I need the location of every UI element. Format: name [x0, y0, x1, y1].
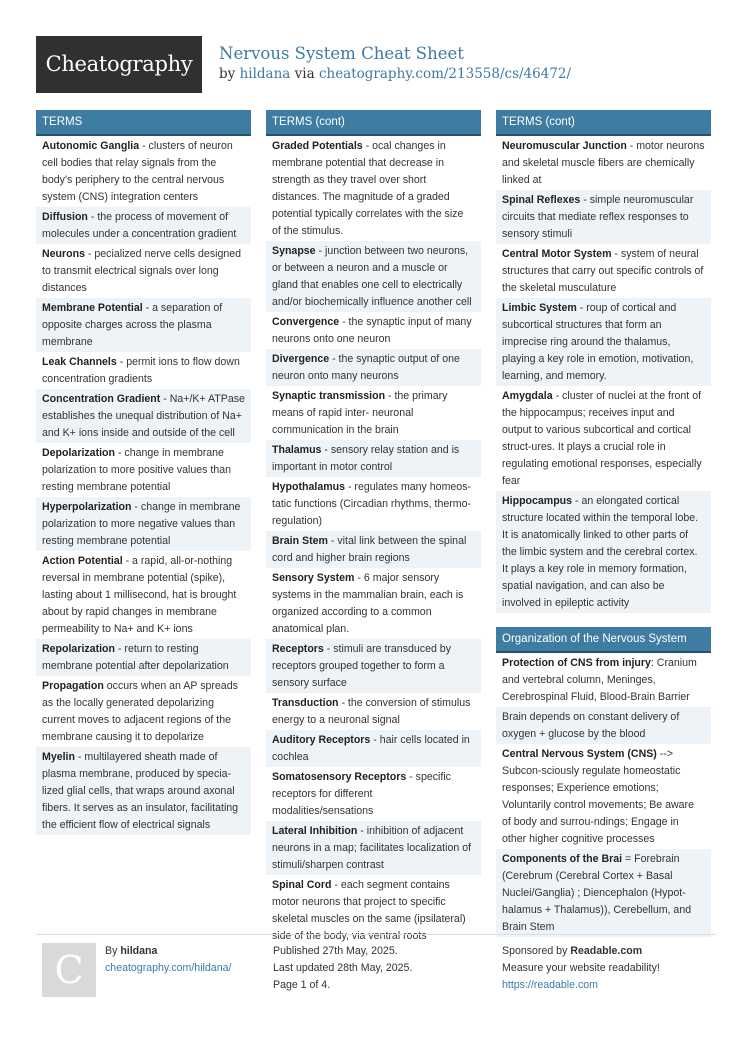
term-name: Hyperpolarization: [42, 501, 132, 513]
term-name: Concentration Gradient: [42, 393, 161, 405]
list-item: [266, 639, 481, 693]
term-definition: - the synaptic input of many neurons onto one neuron: [272, 316, 472, 345]
list-item: [496, 136, 711, 190]
term-definition: - 6 major sensory systems in the mammalian brain, each is organized according to a common anatomical plan.: [272, 572, 464, 635]
term-name: Action Potential: [42, 555, 123, 567]
list-item: [266, 440, 481, 477]
list-item: [36, 497, 251, 551]
term-definition: - stimuli are transduced by receptors grouped together to form a sensory surface: [272, 643, 451, 689]
section-heading-organization: Organization of the Nervous System: [496, 627, 711, 653]
list-item: [36, 136, 251, 207]
term-name: Protection of CNS from injury: [502, 657, 651, 669]
term-name: Components of the Brai: [502, 853, 623, 865]
term-definition: - junction between two neurons, or between a neuron and a muscle or gland that enables one cell to electrically and/or biochemically influence another cell: [272, 245, 472, 308]
term-definition: - motor neurons and skeletal muscle fibers are chemically linked at: [502, 140, 705, 186]
column-3: [496, 110, 711, 937]
footer-author-url[interactable]: cheatography.com/hildana/: [105, 962, 232, 974]
page-header: [36, 36, 716, 94]
sponsor-line: [502, 943, 660, 960]
term-definition: - cluster of nuclei at the front of the hippocampus; receives input and output to various subcortical and cortical struct-ures. It plays a crucial role in regulating emotional responses, especially fear: [502, 390, 702, 487]
list-item: [266, 386, 481, 440]
term-definition: - vital link between the spinal cord and higher brain regions: [272, 535, 467, 564]
section-spacer: [496, 613, 711, 627]
byline-by: by: [219, 66, 236, 82]
term-name: Leak Channels: [42, 356, 117, 368]
term-name: Auditory Receptors: [272, 734, 371, 746]
byline: [219, 66, 571, 82]
list-item: [496, 653, 711, 707]
list-item: [266, 821, 481, 875]
term-definition: - hair cells located in cochlea: [272, 734, 470, 763]
list-item: [266, 767, 481, 821]
term-definition: - permit ions to flow down concentration gradients: [42, 356, 240, 385]
sponsored-by: Sponsored by: [502, 945, 568, 957]
term-name: Synapse: [272, 245, 316, 257]
organization-list: [496, 653, 711, 937]
term-definition: - pecialized nerve cells designed to transmit electrical signals over long distances: [42, 248, 242, 294]
term-definition: - the primary means of rapid inter- neuronal communication in the brain: [272, 390, 448, 436]
term-list: [36, 136, 251, 835]
term-name: Diffusion: [42, 211, 88, 223]
term-name: Neuromuscular Junction: [502, 140, 627, 152]
list-item: [266, 730, 481, 767]
footer-author-line: [105, 943, 231, 960]
footer-dates: [273, 943, 412, 994]
footer-sponsor: [502, 943, 660, 994]
sponsor-tagline: Measure your website readability!: [502, 962, 660, 974]
list-item: [496, 744, 711, 849]
page-number: Page 1 of 4.: [273, 979, 331, 991]
footer-author: [105, 943, 231, 977]
list-item: [266, 693, 481, 730]
term-name: Graded Potentials: [272, 140, 363, 152]
term-name: Propagation: [42, 680, 104, 692]
sponsor-name[interactable]: Readable.com: [570, 945, 643, 957]
term-definition: - the conversion of stimulus energy to a neuronal signal: [272, 697, 471, 726]
term-list: [266, 136, 481, 946]
list-item: [36, 639, 251, 676]
term-definition: occurs when an AP spreads as the locally generated depolarizing current moves to adjacent regions of the membrane causing it to depolarize: [42, 680, 238, 743]
term-definition: - specific receptors for different modalities/sensations: [272, 771, 451, 817]
cheatography-logo[interactable]: Cheatography: [36, 36, 202, 93]
term-name: Divergence: [272, 353, 330, 365]
list-item: [266, 477, 481, 531]
term-name: Amygdala: [502, 390, 553, 402]
term-definition: - inhibition of adjacent neurons in a map; facilitates localization of stimuli/sharpen contrast: [272, 825, 472, 871]
section-heading-terms-cont: TERMS (cont): [496, 110, 711, 136]
list-item: [36, 676, 251, 747]
term-name: Somatosensory Receptors: [272, 771, 407, 783]
term-definition: - multilayered sheath made of plasma membrane, produced by specia-lized glial cells, that wraps around axonal fibers. It serves as an insulator, facilitating the efficient flow of electrical signals: [42, 751, 239, 831]
term-definition: - a rapid, all-or-nothing reversal in membrane potential (spike), lasting about 1 millisecond, hat is brought about by rapid changes in membrane permeability to Na+ and K+ ions: [42, 555, 237, 635]
list-item: [266, 531, 481, 568]
list-item: [36, 207, 251, 244]
term-definition: - the process of movement of molecules under a concentration gradient: [42, 211, 237, 240]
term-definition: - ocal changes in membrane potential that decrease in strength as they travel over short distances. The magnitude of a graded potential typically correlates with the size of the stimulus.: [272, 140, 464, 237]
term-list: [496, 136, 711, 613]
term-definition: --> Subcon-sciously regulate homeostatic responses; Experience emotions; Voluntarily control movements; Be aware of body and surrou-ndings; Engage in other higher cognitive processes: [502, 748, 694, 845]
term-name: Central Motor System: [502, 248, 612, 260]
term-name: Thalamus: [272, 444, 322, 456]
term-definition: - regulates many homeos-tatic functions (Circadian rhythms, thermo-regulation): [272, 481, 472, 527]
term-name: Limbic System: [502, 302, 577, 314]
list-item: [496, 849, 711, 937]
list-item: [36, 244, 251, 298]
author-avatar-icon: C: [42, 943, 96, 997]
term-definition: - sensory relay station and is important in motor control: [272, 444, 460, 473]
list-item: [36, 352, 251, 389]
term-definition: - return to resting membrane potential after depolarization: [42, 643, 229, 672]
list-item: [266, 568, 481, 639]
term-definition: = Forebrain (Cerebrum (Cerebral Cortex + Basal Nuclei/Ganglia) ; Diencephalon (Hypot-halamus + Thalamus)), Cerebellum, and Brain Stem: [502, 853, 692, 933]
author-link[interactable]: hildana: [239, 66, 291, 82]
footer-by: By: [105, 945, 118, 957]
updated-date: Last updated 28th May, 2025.: [273, 962, 413, 974]
term-definition: - change in membrane polarization to more positive values than resting membrane potential: [42, 447, 232, 493]
term-name: Autonomic Ganglia: [42, 140, 140, 152]
term-name: Spinal Reflexes: [502, 194, 581, 206]
term-definition: - clusters of neuron cell bodies that relay signals from the body's periphery to the central nervous system (CNS) integration centers: [42, 140, 233, 203]
term-name: Synaptic transmission: [272, 390, 386, 402]
page-title: Nervous System Cheat Sheet: [219, 44, 464, 63]
page-footer: [36, 934, 716, 1005]
list-item: [496, 298, 711, 386]
term-name: Neurons: [42, 248, 85, 260]
sponsor-url[interactable]: https://readable.com: [502, 979, 598, 991]
term-name: Sensory System: [272, 572, 355, 584]
footer-author-name[interactable]: hildana: [120, 945, 158, 957]
list-item: [496, 190, 711, 244]
list-item: [36, 298, 251, 352]
term-definition: - roup of cortical and subcortical structures that form an imprecise ring around the thalamus, playing a key role in emotion, motivation, learning, and memory.: [502, 302, 694, 382]
list-item: [496, 386, 711, 491]
list-item: [266, 136, 481, 241]
term-definition: - the synaptic output of one neuron onto many neurons: [272, 353, 460, 382]
term-definition: - change in membrane polarization to more negative values than resting membrane potential: [42, 501, 241, 547]
list-item: [36, 551, 251, 639]
list-item: [36, 747, 251, 835]
list-item: [266, 241, 481, 312]
term-name: Repolarization: [42, 643, 115, 655]
published-date: Published 27th May, 2025.: [273, 945, 398, 957]
term-name: Hypothalamus: [272, 481, 345, 493]
term-definition: : Cranium and vertebral column, Meninges, Cerebrospinal Fluid, Blood-Brain Barrier: [502, 657, 697, 703]
column-2: [266, 110, 481, 946]
list-item: [36, 443, 251, 497]
section-heading-terms: TERMS: [36, 110, 251, 136]
byline-via: via: [294, 66, 315, 82]
term-name: Membrane Potential: [42, 302, 143, 314]
list-item: [266, 312, 481, 349]
term-name: Brain Stem: [272, 535, 328, 547]
list-item: [266, 349, 481, 386]
term-definition: Brain depends on constant delivery of oxygen + glucose by the blood: [502, 711, 680, 740]
term-name: Lateral Inhibition: [272, 825, 358, 837]
term-name: Central Nervous System (CNS): [502, 748, 657, 760]
term-definition: - an elongated cortical structure located within the temporal lobe. It is anatomically linked to other parts of the limbic system and the cerebral cortex. It plays a key role in memory formation, spatial navigation, and can also be involved in epileptic activity: [502, 495, 699, 609]
term-name: Receptors: [272, 643, 324, 655]
term-name: Spinal Cord: [272, 879, 332, 891]
term-name: Myelin: [42, 751, 75, 763]
term-definition: - Na+/K+ ATPase establishes the unequal distribution of Na+ and K+ ions inside and outside of the cell: [42, 393, 245, 439]
term-name: Depolarization: [42, 447, 115, 459]
term-definition: - simple neuromuscular circuits that mediate reflex responses to sensory stimuli: [502, 194, 694, 240]
term-name: Hippocampus: [502, 495, 573, 507]
sheet-url-link[interactable]: cheatography.com/213558/cs/46472/: [318, 66, 572, 82]
term-definition: - a separation of opposite charges across the plasma membrane: [42, 302, 223, 348]
section-heading-terms-cont: TERMS (cont): [266, 110, 481, 136]
term-definition: - system of neural structures that carry out specific controls of the skeletal musculature: [502, 248, 704, 294]
term-name: Convergence: [272, 316, 340, 328]
column-1: [36, 110, 251, 835]
list-item: [496, 707, 711, 744]
term-name: Transduction: [272, 697, 339, 709]
term-definition: - each segment contains motor neurons that project to specific skeletal muscles on the same (ipsilateral) side of the body, via ventral roots: [272, 879, 466, 942]
list-item: [36, 389, 251, 443]
list-item: [496, 491, 711, 613]
list-item: [496, 244, 711, 298]
